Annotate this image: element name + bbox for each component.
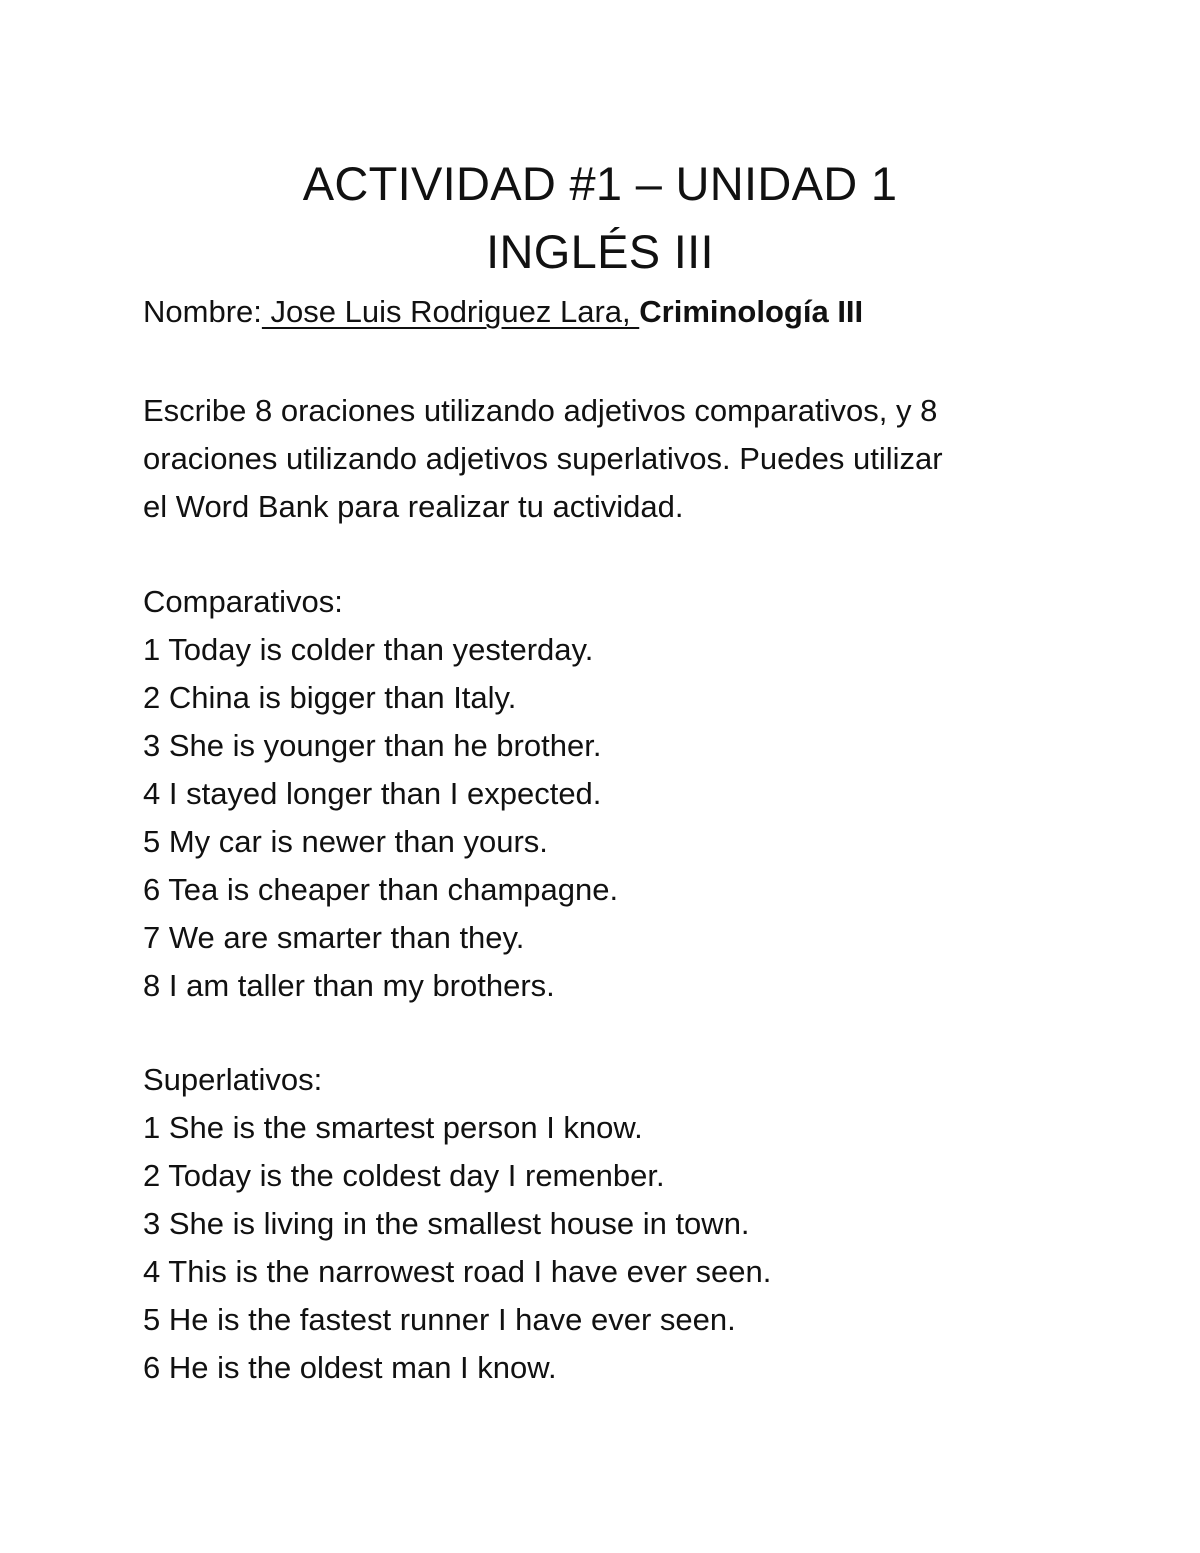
superlativos-section [143, 1056, 771, 1392]
superlativo-sentence: 5 He is the fastest runner I have ever seen. [143, 1302, 736, 1337]
name-value: Jose Luis Rodriguez Lara, [261, 294, 640, 329]
superlativo-sentence: 2 Today is the coldest day I remenber. [143, 1158, 665, 1193]
superlativo-sentence: 3 She is living in the smallest house in town. [143, 1206, 750, 1241]
comparativo-sentence: 4 I stayed longer than I expected. [143, 776, 602, 811]
document-subtitle: INGLÉS III [486, 225, 714, 278]
superlativos-heading: Superlativos: [143, 1062, 323, 1097]
instructions-paragraph [143, 387, 1073, 531]
instructions-line: el Word Bank para realizar tu actividad. [143, 489, 684, 524]
program-name: Criminología III [639, 294, 864, 329]
comparativo-sentence: 1 Today is colder than yesterday. [143, 632, 594, 667]
superlativo-sentence: 6 He is the oldest man I know. [143, 1350, 557, 1385]
document-title: ACTIVIDAD #1 – UNIDAD 1 [302, 157, 898, 210]
instructions-line: Escribe 8 oraciones utilizando adjetivos comparativos, y 8 [143, 393, 938, 428]
comparativo-sentence: 8 I am taller than my brothers. [143, 968, 555, 1003]
comparativo-sentence: 6 Tea is cheaper than champagne. [143, 872, 619, 907]
comparativos-section [143, 578, 618, 1010]
comparativo-sentence: 7 We are smarter than they. [143, 920, 525, 955]
comparativo-sentence: 2 China is bigger than Italy. [143, 680, 517, 715]
name-label: Nombre: [143, 294, 262, 329]
superlativo-sentence: 4 This is the narrowest road I have ever seen. [143, 1254, 772, 1289]
comparativos-heading: Comparativos: [143, 584, 343, 619]
comparativo-sentence: 3 She is younger than he brother. [143, 728, 602, 763]
name-line [143, 292, 863, 332]
instructions-line: oraciones utilizando adjetivos superlativos. Puedes utilizar [143, 441, 943, 476]
superlativo-sentence: 1 She is the smartest person I know. [143, 1110, 643, 1145]
comparativo-sentence: 5 My car is newer than yours. [143, 824, 548, 859]
